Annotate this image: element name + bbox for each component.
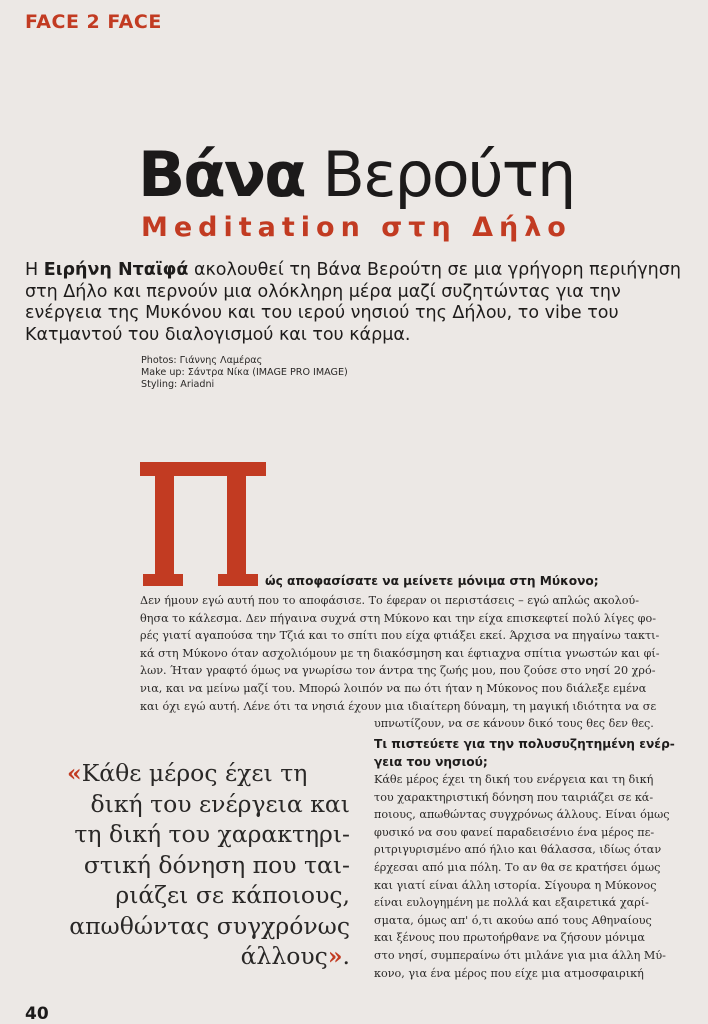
title-first-name: Βάνα — [138, 138, 305, 211]
credit-styling: Styling: Ariadni — [141, 379, 215, 390]
question-2-line: γεια του νησιού; — [374, 754, 488, 769]
close-quote-mark: » — [327, 942, 343, 970]
article-title — [138, 140, 574, 210]
pull-quote-text: άλλους — [240, 942, 328, 970]
author-name: Ειρήνη Νταϊφά — [43, 260, 189, 280]
question-2-line: Τι πιστεύετε για την πολυσυζητημένη ενέρ- — [374, 737, 675, 751]
question-2 — [374, 736, 704, 771]
answer-1-line: Δεν ήμουν εγώ αυτή που το αποφάσισε. Το έφεραν οι περιστάσεις – εγώ απλώς ακολού- — [140, 594, 640, 607]
article-subtitle: Meditation στη Δήλο — [141, 212, 572, 243]
answer-1-line: και όχι εγώ αυτή. Λένε ότι τα νησιά έχουν μια ιδιαίτερη δύναμη, τη μαγική ιδιότητα να σε — [140, 699, 657, 713]
answer-2-line: σματα, όμως απ' ό,τι ακούω από τους Αθηναίους — [374, 913, 652, 927]
pull-quote-line: απωθώντας συγχρόνως — [69, 911, 350, 940]
answer-2-line: είναι ευλογημένη με πολλά και εξαιρετικά χαρί- — [374, 896, 649, 910]
section-label: FACE 2 FACE — [25, 11, 162, 33]
answer-1-line: υπνωτίζουν, να σε κάνουν δικό τους θες δεν θες. — [374, 717, 654, 731]
answer-2-line: και ξένους που πρωτοήρθανε να ζήσουν μόνιμα — [374, 931, 645, 945]
pull-quote-text: Κάθε μέρος έχει τη — [81, 759, 308, 787]
intro-lead: Η — [25, 260, 39, 280]
answer-1-line: λων. Ήταν γραφτό όμως να γνωρίσω τον άντρα της ζωής μου, που ζούσε στο νησί 20 χρό- — [140, 664, 656, 678]
answer-2-line: στο νησί, συμπεραίνω ότι μιλάνε για μια άλλη Μύ- — [374, 948, 666, 962]
pull-quote-line: ριάζει σε κάποιους, — [115, 881, 350, 909]
dropcap-left-foot — [143, 574, 183, 586]
intro-text: ακολουθεί τη Βάνα Βερούτη σε μια γρήγορη περιήγηση στη Δήλο και περνούν μια ολόκληρη μέρα μαζί συζητώντας για την ενέργεια της Μυκόνου και του ιερού νησιού της Δήλου, το vibe του Κατμαντού του διαλογισμού και του κάρμα. — [25, 260, 681, 345]
credit-photos: Photos: Γιάννης Λαμέρας — [141, 355, 263, 366]
answer-2-line: ριτριγυρισμένο από ήλιο και θάλασσα, ιδίως όταν — [374, 843, 662, 857]
answer-2 — [374, 771, 704, 982]
answer-1 — [140, 592, 696, 733]
open-quote-mark: « — [67, 759, 82, 787]
title-last-name: Βερούτη — [322, 138, 575, 211]
credit-makeup: Make up: Σάντρα Νίκα (IMAGE PRO IMAGE) — [141, 367, 348, 378]
answer-2-line: κονο, για ένα μέρος που είχε μια ατμοσφαιρική — [374, 966, 644, 980]
dropcap-pi — [140, 462, 266, 588]
answer-2-line: ποιους, απωθώντας συγχρόνως άλλους. Είναι όμως — [374, 808, 670, 822]
answer-2-line: φυσικό να σου φανεί παραδεισένιο ένα μέρος πε- — [374, 825, 655, 839]
answer-2-line: Κάθε μέρος έχει τη δική του ενέργεια και τη δική — [374, 773, 654, 786]
answer-2-line: και γιατί είναι άλλη ιστορία. Σίγουρα η Μύκονος — [374, 878, 657, 892]
pull-quote-line — [55, 941, 350, 972]
pull-quote-line: τη δική του χαρακτηρι- — [74, 820, 350, 848]
answer-1-line: κά στη Μύκονο όταν ασχολιόμουν με τη διακόσμηση και έφτιαχνα σπίτια γνωστών και φί- — [140, 646, 660, 660]
answer-2-line: του χαρακτηριστική δόνηση που ταιριάζει σε κά- — [374, 790, 654, 804]
pull-quote — [55, 758, 350, 972]
pull-quote-line — [55, 758, 350, 789]
question-1: ώς αποφασίσατε να μείνετε μόνιμα στη Μύκονο; — [265, 574, 599, 588]
pull-quote-line: στική δόνηση που ται- — [83, 850, 350, 879]
dropcap-right-foot — [218, 574, 258, 586]
credits — [141, 355, 348, 391]
answer-1-line: ρές γιατί αγαπούσα την Τζιά και το σπίτι που είχα φτιάξει εκεί. Άρχισα να πηγαίνω τακτι- — [140, 629, 660, 643]
pull-quote-period: . — [342, 942, 350, 970]
dropcap-left-stem — [155, 472, 174, 580]
intro-paragraph — [25, 260, 685, 346]
dropcap-right-stem — [227, 472, 246, 580]
pull-quote-line: δική του ενέργεια και — [90, 789, 350, 818]
answer-2-line: έρχεσαι από μια πόλη. Το αν θα σε κρατήσει όμως — [374, 860, 661, 874]
answer-1-line: νια, και να μείνω μαζί του. Μπορώ λοιπόν να πω ότι ήταν η Μύκονος που διάλεξε εμένα — [140, 681, 647, 695]
page-number: 40 — [25, 1004, 49, 1024]
answer-1-line: θησα το κάλεσμα. Δεν πήγαινα συχνά στη Μύκονο και την είχα επισκεφτεί πολύ λίγες φο- — [140, 611, 656, 625]
